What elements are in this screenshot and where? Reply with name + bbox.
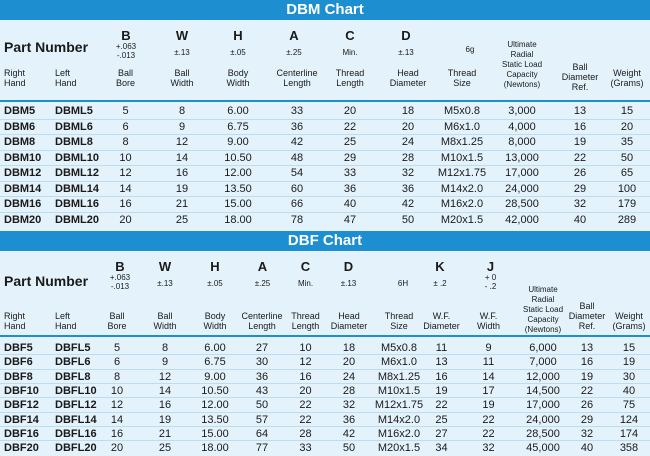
dbf-table-cell: 18.00	[201, 442, 229, 455]
dbf-chart	[0, 231, 650, 456]
dbf-table-cell: 17,000	[526, 399, 560, 412]
dbf-table-cell: 10.50	[201, 384, 229, 397]
dbm-table-cell: M20x1.5	[440, 213, 484, 226]
dbm-table-cell: 50	[401, 213, 415, 226]
dbf-table-cell: M8x1.25	[377, 370, 421, 383]
dbf-table-cell: 33	[299, 442, 312, 455]
dbf-table-cell: 28	[299, 427, 312, 440]
dbf-table-cell: DBF10	[4, 384, 39, 397]
dbm-row-rule	[0, 119, 650, 120]
dbf-table-cell: 6	[113, 356, 121, 369]
dbm-row-rule	[0, 196, 650, 197]
dbf-row-rule	[0, 369, 650, 370]
dbm-col-weight: Weight (Grams)	[610, 68, 644, 88]
dbf-table-cell: 10	[110, 384, 124, 397]
dbm-table-cell: 24	[401, 136, 415, 148]
dbf-col-wf-width: W.F. Width	[476, 311, 500, 331]
dbm-col-thread-size: Thread Size	[447, 68, 477, 88]
dbm-table-cell: DBM14	[4, 182, 42, 195]
dbf-table-cell: 174	[619, 427, 639, 440]
dbm-col-ball-diameter: Ball Diameter Ref.	[561, 62, 599, 92]
dbf-dim-tolerance-j: + 0	[484, 273, 497, 282]
dbm-table-cell: DBM6	[4, 120, 36, 133]
dbf-table-cell: 15	[622, 342, 636, 354]
dbf-table-cell: DBFL5	[55, 342, 91, 354]
dbm-table-cell: DBML12	[55, 167, 100, 179]
dbf-table-cell: 57	[255, 413, 269, 426]
dbf-dim-tolerance-k: ± .2	[433, 279, 447, 288]
dbf-table-cell: 18	[342, 342, 356, 354]
dbf-row-rule	[0, 426, 650, 427]
dbf-col-ball-diameter: Ball Diameter Ref.	[568, 301, 606, 331]
dbm-table-cell: 14	[175, 151, 189, 164]
dbm-table-cell: 15.00	[224, 198, 252, 210]
dbf-table-cell: 12	[299, 356, 312, 369]
dbm-table-cell: 35	[620, 136, 634, 148]
dbf-table-cell: 19	[158, 413, 172, 426]
dbm-table-cell: 12	[175, 136, 189, 148]
dbf-dim-tolerance-h: ±.05	[207, 279, 223, 288]
dbm-col-thread-length: Thread Length	[335, 68, 365, 88]
dbf-col-wf-diameter: W.F. Diameter	[423, 311, 460, 331]
dbf-table-cell: 8	[161, 342, 169, 354]
dbm-table-cell: 40	[343, 198, 357, 210]
dbf-table-cell: 13	[580, 342, 594, 354]
dbf-table-cell: 6.75	[204, 356, 226, 369]
dbf-dim-letter-h: H	[210, 259, 220, 274]
dbf-part-number-heading: Part Number	[4, 273, 89, 289]
dbf-table-cell: 124	[619, 413, 639, 426]
dbf-table-cell: 6,000	[529, 342, 557, 354]
dbm-table-cell: M16x2.0	[440, 198, 484, 210]
dbm-table-cell: 36	[290, 120, 304, 133]
dbf-table-cell: 12	[110, 399, 124, 412]
dbf-row-rule	[0, 440, 650, 441]
dbf-table-cell: M10x1.5	[377, 384, 421, 397]
dbf-table-cell: 9	[161, 356, 169, 369]
dbf-table-cell: 40	[580, 442, 594, 455]
dbf-table-cell: 19	[622, 356, 636, 369]
dbm-table-cell: 16	[175, 167, 189, 179]
dbm-table-cell: 17,000	[505, 167, 539, 179]
dbf-table-cell: 50	[342, 442, 356, 455]
dbm-dim-letter-a: A	[289, 28, 299, 43]
dbm-table-cell: 13,000	[505, 151, 539, 164]
dbm-table-cell: 60	[290, 182, 304, 195]
dbm-table-cell: 18	[401, 105, 415, 117]
dbm-table-cell: 22	[573, 151, 587, 164]
dbf-table-cell: 9.00	[204, 370, 226, 383]
dbf-table-cell: 30	[622, 370, 636, 383]
dbf-dim-tolerance-lower-j: - .2	[484, 282, 497, 291]
dbf-table-cell: 22	[299, 399, 312, 412]
dbm-col-ball-bore: Ball Bore	[115, 68, 135, 88]
dbm-table-cell: 5	[122, 105, 129, 117]
dbm-row-rule	[0, 212, 650, 213]
dbf-table-cell: 32	[482, 442, 495, 455]
dbm-table-cell: 9	[178, 120, 186, 133]
dbf-row-rule	[0, 383, 650, 384]
dbm-table-cell: DBM20	[4, 213, 42, 226]
dbm-row-rule	[0, 134, 650, 135]
dbf-table-cell: 12,000	[526, 370, 560, 383]
dbf-table-cell: 22	[482, 413, 495, 426]
dbm-table-cell: 78	[290, 213, 304, 226]
dbm-table-cell: 42,000	[505, 213, 539, 226]
dbf-table-cell: 29	[580, 413, 594, 426]
dbm-table-cell: 6	[122, 120, 129, 133]
dbm-dim-letter-c: C	[345, 28, 355, 43]
dbf-table-cell: 22	[482, 427, 495, 440]
dbm-row-rule	[0, 181, 650, 182]
dbf-col-weight: Weight (Grams)	[612, 311, 646, 331]
dbf-table-cell: 27	[435, 427, 448, 440]
dbf-dim-letter-j: J	[486, 259, 495, 274]
dbm-table-cell: 22	[343, 120, 357, 133]
dbm-table-cell: M8x1.25	[440, 136, 484, 148]
dbm-table-cell: 4,000	[508, 120, 536, 133]
dbf-table-cell: M20x1.5	[377, 442, 421, 455]
dbm-table-cell: 10	[119, 151, 132, 164]
dbf-dim-letter-d: D	[343, 259, 354, 274]
dbf-table-cell: 25	[158, 442, 172, 455]
dbm-table-cell: 33	[343, 167, 357, 179]
dbm-table-cell: M6x1.0	[443, 120, 481, 133]
dbm-table-cell: 12.00	[224, 167, 252, 179]
dbf-dim-letter-k: K	[435, 259, 445, 274]
dbf-row-rule	[0, 397, 650, 398]
dbf-table-cell: 5	[113, 342, 121, 354]
dbm-table	[0, 20, 650, 231]
dbf-table	[0, 251, 650, 456]
dbm-table-cell: 8	[178, 105, 186, 117]
dbf-table-cell: 22	[435, 399, 448, 412]
dbm-table-cell: 16	[119, 198, 132, 210]
dbf-table-cell: DBF14	[4, 413, 39, 426]
dbm-table-cell: DBML5	[55, 105, 93, 117]
dbm-dim-letter-b: B	[121, 28, 131, 43]
dbm-table-cell: 19	[573, 136, 587, 148]
dbf-table-cell: 13.50	[201, 413, 229, 426]
dbf-col-capacity: Ultimate Radial Static Load Capacity (Newtons)	[522, 285, 564, 334]
dbm-table-cell: 15	[620, 105, 634, 117]
dbm-table-cell: DBM16	[4, 198, 42, 210]
dbm-table-cell: M5x0.8	[443, 105, 481, 117]
dbf-table-cell: 77	[255, 442, 269, 455]
dbm-table-cell: 289	[617, 213, 637, 226]
dbf-dim-tolerance-c: Min.	[297, 279, 314, 288]
dbm-table-cell: 8,000	[508, 136, 536, 148]
dbf-table-cell: DBFL12	[55, 399, 97, 412]
dbm-part-number-heading: Part Number	[4, 39, 89, 55]
dbm-table-cell: 42	[290, 136, 304, 148]
dbf-row-rule	[0, 354, 650, 355]
dbm-table-cell: M14x2.0	[440, 182, 484, 195]
dbm-thread-tolerance: 6g	[465, 45, 475, 54]
dbf-table-cell: 40	[622, 384, 636, 397]
dbf-table-cell: DBF8	[4, 370, 33, 383]
dbf-dim-tolerance-d: ±.13	[340, 279, 357, 288]
dbm-table-cell: 21	[175, 198, 189, 210]
dbf-col-thread-length: Thread Length	[291, 311, 320, 331]
dbm-col-capacity: Ultimate Radial Static Load Capacity (Newtons)	[501, 40, 543, 89]
dbf-table-cell: 64	[255, 427, 269, 440]
dbf-table-cell: 32	[580, 427, 594, 440]
dbf-table-cell: 34	[435, 442, 448, 455]
dbm-table-cell: DBML8	[55, 136, 93, 148]
dbm-table-cell: 9.00	[227, 136, 249, 148]
dbf-dim-tolerance-lower-b: -.013	[110, 282, 130, 291]
dbf-table-cell: 11	[435, 342, 448, 354]
dbf-dim-tolerance-w: ±.13	[157, 279, 173, 288]
dbm-table-cell: 66	[290, 198, 304, 210]
dbf-header-rule	[0, 335, 650, 337]
dbm-table-cell: 24,000	[505, 182, 539, 195]
dbm-table-cell: 32	[573, 198, 587, 210]
dbm-table-cell: 32	[401, 167, 415, 179]
dbf-table-cell: 7,000	[529, 356, 557, 369]
dbm-dim-letter-h: H	[233, 28, 243, 43]
dbm-col-left-hand: Left Hand	[55, 68, 77, 88]
dbm-table-cell: 19	[175, 182, 189, 195]
dbm-dim-tolerance-lower-b: -.013	[116, 51, 136, 60]
dbm-table-cell: 13	[573, 105, 587, 117]
dbm-table-cell: 29	[573, 182, 587, 195]
dbm-table-cell: 26	[573, 167, 587, 179]
dbm-col-ball-width: Ball Width	[170, 68, 194, 88]
dbf-table-cell: 22	[580, 384, 594, 397]
dbf-dim-letter-c: C	[300, 259, 311, 274]
dbm-table-cell: 10.50	[224, 151, 252, 164]
dbm-chart-title: DBM Chart	[0, 0, 650, 20]
dbf-table-cell: 20	[110, 442, 124, 455]
dbm-dim-tolerance-d: ±.13	[398, 48, 414, 57]
dbm-dim-tolerance-h: ±.05	[230, 48, 246, 57]
dbm-table-cell: 48	[290, 151, 304, 164]
dbf-table-cell: DBF5	[4, 342, 33, 354]
dbf-table-cell: 24,000	[526, 413, 560, 426]
dbf-col-centerline: Centerline Length	[241, 311, 283, 331]
dbm-table-cell: 28,500	[505, 198, 539, 210]
dbm-dim-tolerance-w: ±.13	[174, 48, 190, 57]
dbf-table-cell: 27	[255, 342, 269, 354]
dbm-col-body-width: Body Width	[226, 68, 250, 88]
dbm-dim-tolerance-b: +.063	[115, 42, 137, 51]
dbf-table-cell: 15.00	[201, 427, 229, 440]
dbf-table-cell: M16x2.0	[377, 427, 421, 440]
dbm-table-cell: 42	[401, 198, 415, 210]
dbf-table-cell: M12x1.75	[374, 399, 424, 412]
dbm-table-cell: DBM5	[4, 105, 36, 117]
dbf-table-cell: 8	[113, 370, 121, 383]
dbf-table-cell: DBF16	[4, 427, 39, 440]
dbm-col-centerline: Centerline Length	[276, 68, 318, 88]
dbf-table-cell: 26	[580, 399, 594, 412]
dbf-table-cell: 12.00	[201, 399, 229, 412]
dbf-table-cell: 14	[158, 384, 172, 397]
dbf-table-cell: 45,000	[526, 442, 560, 455]
dbf-table-cell: M6x1.0	[380, 356, 418, 369]
dbf-col-head-diameter: Head Diameter	[330, 311, 368, 331]
dbm-table-cell: 20	[620, 120, 634, 133]
dbm-table-cell: 50	[620, 151, 634, 164]
dbf-table-cell: 19	[435, 384, 448, 397]
dbf-table-cell: DBFL6	[55, 356, 91, 369]
dbf-table-cell: 16	[299, 370, 312, 383]
dbf-table-cell: 22	[299, 413, 312, 426]
dbf-table-cell: 50	[255, 399, 269, 412]
dbm-header-rule	[0, 100, 650, 102]
dbf-table-cell: 21	[158, 427, 172, 440]
dbf-table-cell: 28	[342, 384, 356, 397]
dbf-table-cell: 16	[580, 356, 594, 369]
dbf-table-cell: 28,500	[526, 427, 560, 440]
dbm-table-cell: DBML20	[55, 213, 100, 226]
dbm-table-cell: DBML14	[55, 182, 100, 195]
dbf-table-cell: 16	[435, 370, 448, 383]
dbm-table-cell: 65	[620, 167, 634, 179]
dbm-dim-tolerance-c: Min.	[342, 48, 358, 57]
dbf-table-cell: 75	[622, 399, 636, 412]
dbf-table-cell: 19	[482, 399, 495, 412]
dbf-dim-letter-w: W	[158, 259, 172, 274]
dbm-table-cell: 33	[290, 105, 304, 117]
dbm-table-cell: 18.00	[224, 213, 252, 226]
dbf-table-cell: 14,500	[526, 384, 560, 397]
dbm-table-cell: DBML16	[55, 198, 100, 210]
dbf-table-cell: 12	[158, 370, 172, 383]
dbf-table-cell: 14	[482, 370, 495, 383]
dbf-table-cell: DBF20	[4, 442, 39, 455]
dbf-table-cell: DBF12	[4, 399, 39, 412]
dbm-table-cell: 28	[401, 151, 415, 164]
dbf-table-cell: 36	[255, 370, 269, 383]
dbf-table-cell: 43	[255, 384, 269, 397]
dbf-table-cell: 10	[299, 342, 312, 354]
dbf-thread-tolerance: 6H	[397, 279, 409, 288]
dbm-table-cell: 12	[119, 167, 132, 179]
dbm-table-cell: 8	[122, 136, 129, 148]
dbf-col-right-hand: Right Hand	[4, 311, 26, 331]
dbf-table-cell: 42	[342, 427, 356, 440]
dbf-table-cell: 20	[342, 356, 356, 369]
dbm-table-cell: 47	[343, 213, 357, 226]
dbm-table-cell: M10x1.5	[440, 151, 484, 164]
dbm-row-rule	[0, 150, 650, 151]
dbm-table-cell: 179	[617, 198, 637, 210]
dbm-col-right-hand: Right Hand	[4, 68, 26, 88]
dbm-table-cell: 29	[343, 151, 357, 164]
dbm-table-cell: 40	[573, 213, 587, 226]
dbf-table-cell: 16	[110, 427, 124, 440]
dbm-table-cell: 36	[343, 182, 357, 195]
dbf-table-cell: DBFL20	[55, 442, 97, 455]
dbf-table-cell: 13	[435, 356, 448, 369]
dbf-table-cell: 16	[158, 399, 172, 412]
dbf-col-thread-size: Thread Size	[384, 311, 414, 331]
dbf-col-ball-width: Ball Width	[153, 311, 177, 331]
dbf-table-cell: 14	[110, 413, 124, 426]
dbf-table-cell: DBFL10	[55, 384, 97, 397]
dbf-table-cell: DBFL8	[55, 370, 91, 383]
dbm-table-cell: 20	[119, 213, 132, 226]
dbf-chart-title: DBF Chart	[0, 231, 650, 251]
dbf-table-cell: 30	[255, 356, 269, 369]
dbm-table-cell: DBML6	[55, 120, 93, 133]
dbf-col-left-hand: Left Hand	[55, 311, 77, 331]
dbf-table-cell: 6.00	[204, 342, 226, 354]
dbf-dim-letter-b: B	[115, 259, 125, 274]
dbm-table-cell: DBM12	[4, 167, 42, 179]
dbf-table-cell: 24	[342, 370, 356, 383]
dbm-table-cell: 25	[343, 136, 357, 148]
dbm-table-cell: DBML10	[55, 151, 100, 164]
dbf-dim-tolerance-b: +.063	[109, 273, 131, 282]
dbf-table-cell: 36	[342, 413, 356, 426]
dbm-table-cell: 3,000	[508, 105, 536, 117]
dbm-dim-letter-d: D	[401, 28, 411, 43]
dbf-col-ball-bore: Ball Bore	[107, 311, 127, 331]
dbf-table-cell: M14x2.0	[377, 413, 421, 426]
dbm-row-rule	[0, 165, 650, 166]
dbf-table-cell: DBFL14	[55, 413, 97, 426]
dbm-table-cell: 16	[573, 120, 587, 133]
dbm-table-cell: 6.00	[227, 105, 249, 117]
dbf-table-cell: DBFL16	[55, 427, 97, 440]
dbm-table-cell: 14	[119, 182, 132, 195]
dbm-table-cell: 25	[175, 213, 189, 226]
dbm-table-cell: DBM10	[4, 151, 42, 164]
dbf-table-cell: M5x0.8	[380, 342, 418, 354]
dbm-table-cell: 54	[290, 167, 304, 179]
dbf-table-cell: 11	[482, 356, 495, 369]
dbm-table-cell: 100	[617, 182, 637, 195]
dbm-col-head-diameter: Head Diameter	[389, 68, 427, 88]
dbm-table-cell: 6.75	[227, 120, 249, 133]
dbm-table-cell: 36	[401, 182, 415, 195]
dbf-dim-letter-a: A	[257, 259, 268, 274]
dbf-dim-tolerance-a: ±.25	[254, 279, 271, 288]
dbm-table-cell: DBM8	[4, 136, 36, 148]
dbf-table-cell: 19	[580, 370, 594, 383]
dbf-row-rule	[0, 412, 650, 413]
dbf-table-cell: 9	[485, 342, 492, 354]
dbm-table-cell: 20	[401, 120, 415, 133]
dbm-table-cell: M12x1.75	[437, 167, 487, 179]
dbf-table-cell: 358	[619, 442, 639, 455]
dbf-table-cell: 25	[435, 413, 448, 426]
dbm-dim-letter-w: W	[175, 28, 189, 43]
dbm-table-cell: 20	[343, 105, 357, 117]
dbf-table-cell: 20	[299, 384, 312, 397]
dbf-table-cell: DBF6	[4, 356, 33, 369]
dbm-table-cell: 13.50	[224, 182, 252, 195]
dbf-table-cell: 17	[482, 384, 495, 397]
dbf-table-cell: 32	[342, 399, 356, 412]
dbf-col-body-width: Body Width	[203, 311, 227, 331]
dbm-dim-tolerance-a: ±.25	[286, 48, 302, 57]
